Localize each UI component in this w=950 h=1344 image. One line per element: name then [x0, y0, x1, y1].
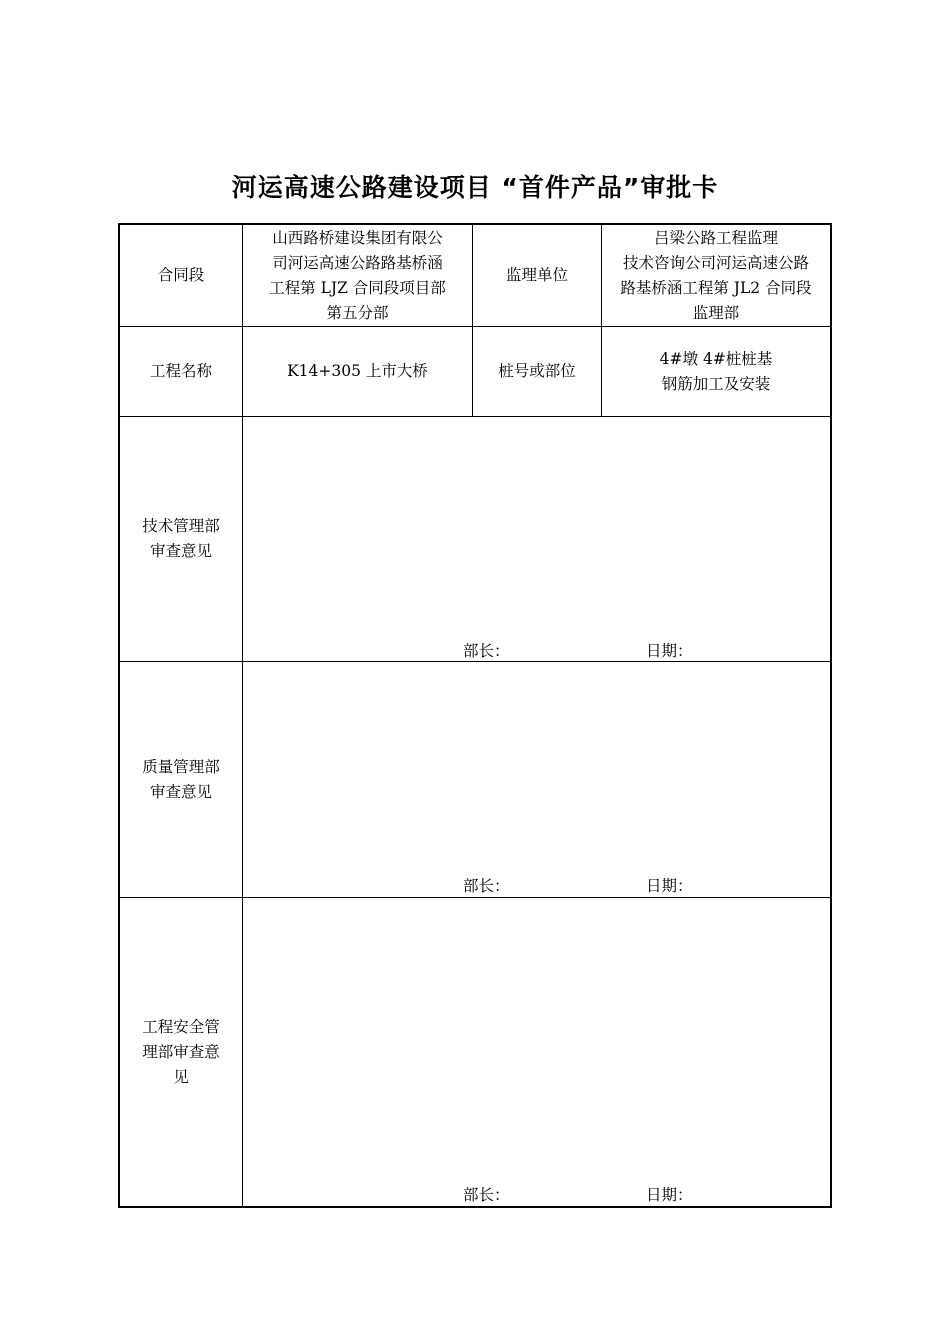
- supervisor-value: 吕梁公路工程监理 技术咨询公司河运高速公路 路基桥涵工程第 JL2 合同段 监理部: [620, 228, 812, 322]
- supervisor-label: 监理单位: [505, 266, 568, 284]
- station-value: 4#墩 4#桩桩基 钢筋加工及安装: [659, 349, 773, 393]
- contract-section-label: 合同段: [157, 266, 205, 284]
- safety-head-signature-label: 部长：: [463, 1186, 510, 1204]
- safety-review-opinion-area[interactable]: [243, 898, 830, 1206]
- quality-review-opinion-area[interactable]: [243, 662, 830, 897]
- quality-head-signature-label: 部长：: [463, 877, 510, 895]
- table-border-right: [830, 223, 832, 1208]
- station-label: 桩号或部位: [498, 362, 576, 380]
- tech-date-label: 日期：: [646, 642, 693, 660]
- quality-review-label: 质量管理部 审查意见: [142, 757, 220, 801]
- table-border-bottom: [118, 1206, 832, 1208]
- tech-review-opinion-area[interactable]: [243, 417, 830, 661]
- page-title: 河运高速公路建设项目 “首件产品”审批卡: [231, 173, 719, 202]
- project-name-label: 工程名称: [149, 362, 212, 380]
- tech-review-label: 技术管理部 审查意见: [142, 517, 220, 560]
- approval-table: [118, 223, 832, 1208]
- contract-section-value: 山西路桥建设集团有限公 司河运高速公路路基桥涵 工程第 LJZ 合同段项目部 第五分部: [269, 228, 446, 322]
- tech-head-signature-label: 部长：: [463, 642, 510, 660]
- safety-review-label: 工程安全管 理部审查意 见: [142, 1017, 220, 1086]
- quality-date-label: 日期：: [646, 877, 693, 895]
- safety-date-label: 日期：: [646, 1186, 693, 1204]
- project-name-value: K14+305 上市大桥: [287, 362, 428, 380]
